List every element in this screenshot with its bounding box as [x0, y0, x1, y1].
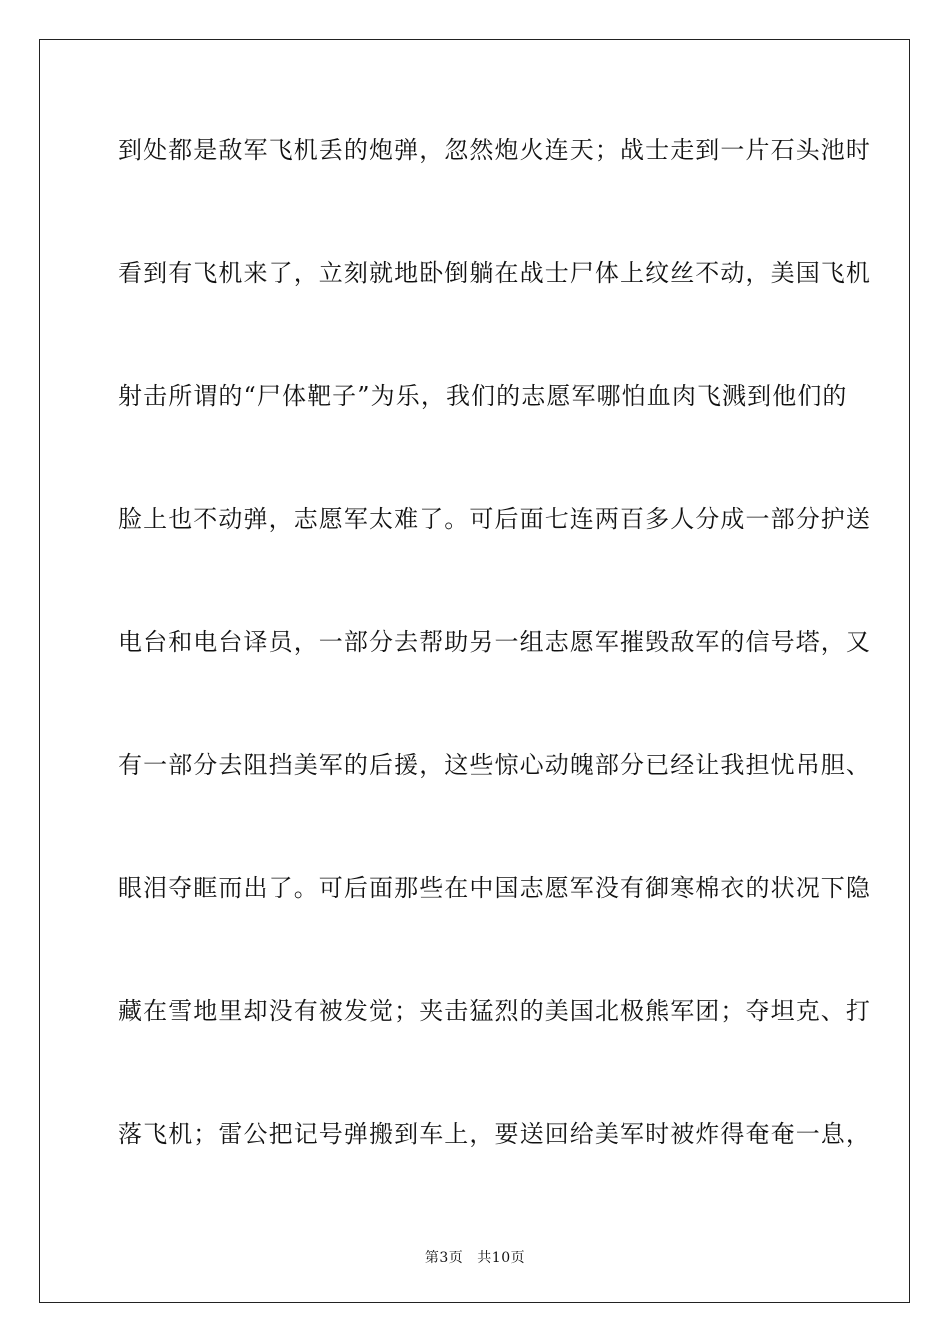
- total-pages: 共10页: [477, 1250, 526, 1266]
- text-line: 射击所谓的“尸体靶子”为乐，我们的志愿军哪怕血肉飞溅到他们的: [118, 382, 848, 410]
- page-number: 第3页: [424, 1250, 464, 1266]
- text-line: 藏在雪地里却没有被发觉；夹击猛烈的美国北极熊军团；夺坦克、打: [118, 997, 871, 1025]
- text-line: 看到有飞机来了，立刻就地卧倒躺在战士尸体上纹丝不动，美国飞机: [118, 259, 871, 287]
- text-line: 眼泪夺眶而出了。可后面那些在中国志愿军没有御寒棉衣的状况下隐: [118, 874, 871, 902]
- text-line: 电台和电台译员，一部分去帮助另一组志愿军摧毁敌军的信号塔，又: [118, 628, 871, 656]
- text-line: 到处都是敌军飞机丢的炮弹，忽然炮火连天；战士走到一片石头池时: [118, 136, 871, 164]
- text-line: 落飞机；雷公把记号弹搬到车上，要送回给美军时被炸得奄奄一息，: [118, 1120, 871, 1148]
- text-line: 脸上也不动弹，志愿军太难了。可后面七连两百多人分成一部分护送: [118, 505, 871, 533]
- document-body: [118, 122, 871, 1229]
- page-footer: [0, 1247, 950, 1267]
- text-line: 有一部分去阻挡美军的后援，这些惊心动魄部分已经让我担忧吊胆、: [118, 751, 871, 779]
